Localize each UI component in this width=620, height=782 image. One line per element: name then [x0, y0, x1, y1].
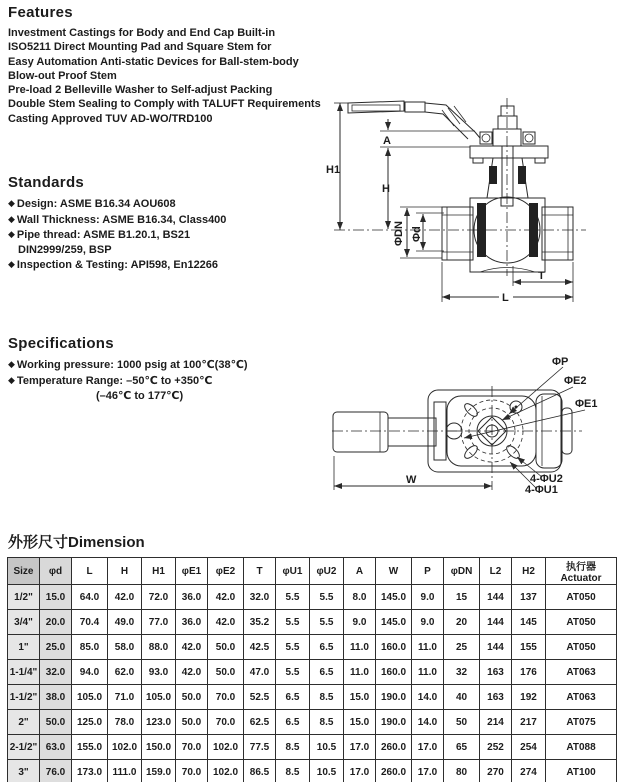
table-row	[8, 585, 617, 610]
table-cell: 35.2	[244, 610, 276, 635]
diamond-bullet: ◆	[8, 213, 15, 224]
col-header: Size	[8, 558, 40, 585]
table-cell: 5.5	[276, 660, 310, 685]
table-cell: 93.0	[142, 660, 176, 685]
table-cell: 14.0	[412, 685, 444, 710]
text-line	[8, 196, 226, 212]
text-line: Investment Castings for Body and End Cap Built-in	[8, 27, 276, 39]
table-cell: 10.5	[310, 735, 344, 760]
table-cell: 159.0	[142, 760, 176, 782]
table-cell: 94.0	[72, 660, 108, 685]
dim-label-p: ΦP	[552, 356, 569, 368]
table-cell: 8.5	[276, 760, 310, 782]
line-text: Temperature Range: –50℃ to +350℃	[16, 375, 213, 387]
table-cell: 3/4"	[8, 610, 40, 635]
table-cell: 72.0	[142, 585, 176, 610]
table-cell: 77.5	[244, 735, 276, 760]
table-cell: 14.0	[412, 710, 444, 735]
table-cell: 77.0	[142, 610, 176, 635]
table-cell: 102.0	[208, 735, 244, 760]
table-cell: 64.0	[72, 585, 108, 610]
table-cell: 9.0	[344, 610, 376, 635]
table-row	[8, 685, 617, 710]
table-cell: 11.0	[344, 635, 376, 660]
table-cell: 50	[444, 710, 480, 735]
table-cell: 15.0	[40, 585, 72, 610]
table-cell: 70.4	[72, 610, 108, 635]
table-cell: 8.0	[344, 585, 376, 610]
col-header: φU2	[310, 558, 344, 585]
dim-label-h: H	[382, 183, 390, 195]
table-cell: 17.0	[344, 735, 376, 760]
dim-label-u2: 4-ΦU2	[530, 473, 563, 485]
dim-label-t: T	[538, 270, 545, 282]
table-cell: 70.0	[208, 710, 244, 735]
col-header: 执行器Actuator	[546, 558, 617, 585]
table-cell: 2"	[8, 710, 40, 735]
table-cell: 70.0	[208, 685, 244, 710]
text-line	[8, 243, 226, 258]
col-header: φE1	[176, 558, 208, 585]
table-cell: 5.5	[276, 585, 310, 610]
standards-section	[8, 174, 226, 273]
table-cell: 32.0	[40, 660, 72, 685]
col-header: T	[244, 558, 276, 585]
table-cell: 17.0	[412, 760, 444, 782]
col-header: φDN	[444, 558, 480, 585]
table-cell: 214	[480, 710, 512, 735]
table-cell: AT100	[546, 760, 617, 782]
diamond-bullet: ◆	[8, 198, 15, 208]
text-line	[8, 373, 248, 389]
table-cell: AT088	[546, 735, 617, 760]
table-header-row	[8, 558, 617, 585]
text-line	[8, 212, 226, 228]
table-cell: 50.0	[208, 635, 244, 660]
table-cell: 105.0	[72, 685, 108, 710]
col-header: φU1	[276, 558, 310, 585]
table-cell: 50.0	[40, 710, 72, 735]
table-cell: 144	[480, 610, 512, 635]
table-cell: AT063	[546, 685, 617, 710]
diamond-bullet: ◆	[8, 375, 15, 385]
table-cell: 145	[512, 610, 546, 635]
table-cell: AT050	[546, 585, 617, 610]
line-text: Pipe thread: ASME B1.20.1, BS21	[16, 229, 191, 242]
dim-label-dn: ΦDN	[393, 221, 405, 246]
table-cell: 254	[512, 735, 546, 760]
text-line: ISO5211 Direct Mounting Pad and Square Stem for	[8, 41, 272, 54]
table-cell: AT050	[546, 610, 617, 635]
table-cell: 50.0	[176, 710, 208, 735]
dim-label-e1: ΦE1	[575, 398, 598, 410]
table-cell: 5.5	[310, 585, 344, 610]
table-cell: 5.5	[276, 635, 310, 660]
table-cell: 176	[512, 660, 546, 685]
table-cell: 20	[444, 610, 480, 635]
handle-side	[348, 101, 480, 139]
table-cell: 50.0	[176, 685, 208, 710]
top-view-dimensions	[334, 356, 597, 496]
table-cell: 260.0	[376, 760, 412, 782]
specifications-section	[8, 335, 248, 404]
dim-label-a: A	[383, 135, 391, 147]
table-cell: 6.5	[276, 710, 310, 735]
table-row	[8, 660, 617, 685]
table-cell: 71.0	[108, 685, 142, 710]
table-cell: 1"	[8, 635, 40, 660]
text-line: Pre-load 2 Belleville Washer to Self-adjust Packing	[8, 84, 273, 97]
table-cell: 42.0	[208, 610, 244, 635]
table-cell: 52.5	[244, 685, 276, 710]
col-header: A	[344, 558, 376, 585]
table-cell: 88.0	[142, 635, 176, 660]
valve-top-view-diagram	[330, 334, 620, 502]
table-cell: AT063	[546, 660, 617, 685]
table-cell: 80	[444, 760, 480, 782]
table-cell: 6.5	[310, 635, 344, 660]
table-cell: 102.0	[208, 760, 244, 782]
table-cell: 6.5	[310, 660, 344, 685]
table-cell: 65	[444, 735, 480, 760]
table-cell: 70.0	[176, 760, 208, 782]
specifications-title: Specifications	[8, 335, 114, 352]
standards-items	[8, 196, 226, 273]
text-line: Casting Approved TUV AD-WO/TRD100	[8, 112, 213, 125]
table-cell: 25.0	[40, 635, 72, 660]
diamond-bullet: ◆	[8, 359, 15, 369]
table-cell: 145.0	[376, 585, 412, 610]
table-row	[8, 710, 617, 735]
table-cell: 42.5	[244, 635, 276, 660]
table-cell: 32	[444, 660, 480, 685]
table-cell: 1-1/2"	[8, 685, 40, 710]
col-header: H2	[512, 558, 546, 585]
table-cell: 111.0	[108, 760, 142, 782]
table-cell: 144	[480, 585, 512, 610]
table-cell: 47.0	[244, 660, 276, 685]
table-cell: 11.0	[412, 635, 444, 660]
specifications-items	[8, 357, 248, 404]
table-cell: 62.5	[244, 710, 276, 735]
table-cell: 160.0	[376, 660, 412, 685]
col-header: L2	[480, 558, 512, 585]
table-cell: 42.0	[176, 635, 208, 660]
table-cell: 144	[480, 635, 512, 660]
dim-label-d: Φd	[411, 226, 423, 242]
diamond-bullet: ◆	[8, 259, 15, 270]
dimension-table	[7, 557, 617, 782]
col-header: H1	[142, 558, 176, 585]
table-cell: 145.0	[376, 610, 412, 635]
table-cell: 20.0	[40, 610, 72, 635]
table-row	[8, 635, 617, 660]
table-cell: 252	[480, 735, 512, 760]
table-cell: 160.0	[376, 635, 412, 660]
table-cell: 86.5	[244, 760, 276, 782]
table-cell: 190.0	[376, 710, 412, 735]
col-header: φE2	[208, 558, 244, 585]
standards-title: Standards	[8, 174, 85, 191]
table-cell: 260.0	[376, 735, 412, 760]
table-cell: 217	[512, 710, 546, 735]
col-header: W	[376, 558, 412, 585]
table-row	[8, 610, 617, 635]
dim-label-u1: 4-ΦU1	[525, 484, 558, 496]
table-cell: 137	[512, 585, 546, 610]
table-row	[8, 735, 617, 760]
table-cell: 270	[480, 760, 512, 782]
table-cell: 2-1/2"	[8, 735, 40, 760]
table-cell: 50.0	[208, 660, 244, 685]
table-cell: 190.0	[376, 685, 412, 710]
dim-label-e2: ΦE2	[564, 375, 587, 387]
table-cell: 17.0	[344, 760, 376, 782]
table-cell: 36.0	[176, 610, 208, 635]
side-view-centerlines	[334, 98, 586, 276]
table-cell: 42.0	[108, 585, 142, 610]
diamond-bullet: ◆	[8, 229, 15, 240]
text-line	[8, 389, 248, 404]
line-text: (–46℃ to 177℃)	[96, 390, 184, 402]
text-line	[8, 257, 226, 273]
table-cell: 42.0	[208, 585, 244, 610]
table-cell: 9.0	[412, 585, 444, 610]
table-cell: 9.0	[412, 610, 444, 635]
table-cell: 42.0	[176, 660, 208, 685]
table-cell: 36.0	[176, 585, 208, 610]
text-line	[8, 227, 226, 243]
table-cell: 3"	[8, 760, 40, 782]
table-cell: 274	[512, 760, 546, 782]
text-line: Double Stem Sealing to Comply with TALUFT Requirements	[8, 98, 321, 111]
features-section	[8, 4, 321, 126]
col-header: H	[108, 558, 142, 585]
text-line: Easy Automation Anti-static Devices for Ball-stem-body	[8, 55, 299, 68]
table-cell: 15.0	[344, 710, 376, 735]
table-cell: 8.5	[276, 735, 310, 760]
table-cell: 17.0	[412, 735, 444, 760]
table-cell: 15	[444, 585, 480, 610]
table-cell: 8.5	[310, 685, 344, 710]
features-lines	[8, 26, 321, 126]
table-cell: 8.5	[310, 710, 344, 735]
table-cell: 58.0	[108, 635, 142, 660]
table-cell: 62.0	[108, 660, 142, 685]
text-line: Blow-out Proof Stem	[8, 69, 117, 82]
table-cell: 123.0	[142, 710, 176, 735]
table-cell: 38.0	[40, 685, 72, 710]
line-text: Design: ASME B16.34 AOU608	[16, 198, 176, 210]
table-cell: 11.0	[412, 660, 444, 685]
table-cell: 155	[512, 635, 546, 660]
col-header: L	[72, 558, 108, 585]
line-text: DIN2999/259, BSP	[18, 243, 112, 256]
line-text: Wall Thickness: ASME B16.34, Class400	[16, 213, 227, 226]
table-cell: AT050	[546, 635, 617, 660]
table-cell: 70.0	[176, 735, 208, 760]
table-cell: 5.5	[276, 610, 310, 635]
table-cell: 105.0	[142, 685, 176, 710]
table-cell: 155.0	[72, 735, 108, 760]
dimension-title: 外形尺寸Dimension	[8, 534, 145, 551]
table-cell: 150.0	[142, 735, 176, 760]
table-cell: 32.0	[244, 585, 276, 610]
table-cell: 1/2"	[8, 585, 40, 610]
table-cell: 85.0	[72, 635, 108, 660]
table-cell: 6.5	[276, 685, 310, 710]
table-cell: 5.5	[310, 610, 344, 635]
table-cell: 63.0	[40, 735, 72, 760]
table-cell: 173.0	[72, 760, 108, 782]
table-cell: 25	[444, 635, 480, 660]
table-cell: 163	[480, 660, 512, 685]
table-cell: 192	[512, 685, 546, 710]
table-cell: 15.0	[344, 685, 376, 710]
col-header: φd	[40, 558, 72, 585]
line-text: Inspection & Testing: API598, En12266	[16, 259, 219, 272]
table-cell: 1-1/4"	[8, 660, 40, 685]
line-text: Working pressure: 1000 psig at 100℃(38℃)	[16, 359, 248, 371]
table-cell: 11.0	[344, 660, 376, 685]
text-line	[8, 357, 248, 373]
col-header: P	[412, 558, 444, 585]
table-cell: 78.0	[108, 710, 142, 735]
valve-side-view-diagram	[326, 94, 620, 308]
table-cell: 76.0	[40, 760, 72, 782]
table-cell: 102.0	[108, 735, 142, 760]
stem-assembly	[470, 106, 548, 198]
table-cell: 40	[444, 685, 480, 710]
table-cell: 125.0	[72, 710, 108, 735]
dim-label-h1: H1	[326, 164, 341, 176]
table-cell: AT075	[546, 710, 617, 735]
features-title: Features	[8, 4, 73, 21]
table-row	[8, 760, 617, 782]
dim-label-w: W	[406, 474, 417, 486]
table-cell: 49.0	[108, 610, 142, 635]
table-cell: 10.5	[310, 760, 344, 782]
table-cell: 163	[480, 685, 512, 710]
valve-body-side	[442, 197, 573, 272]
dim-label-l: L	[502, 292, 509, 304]
